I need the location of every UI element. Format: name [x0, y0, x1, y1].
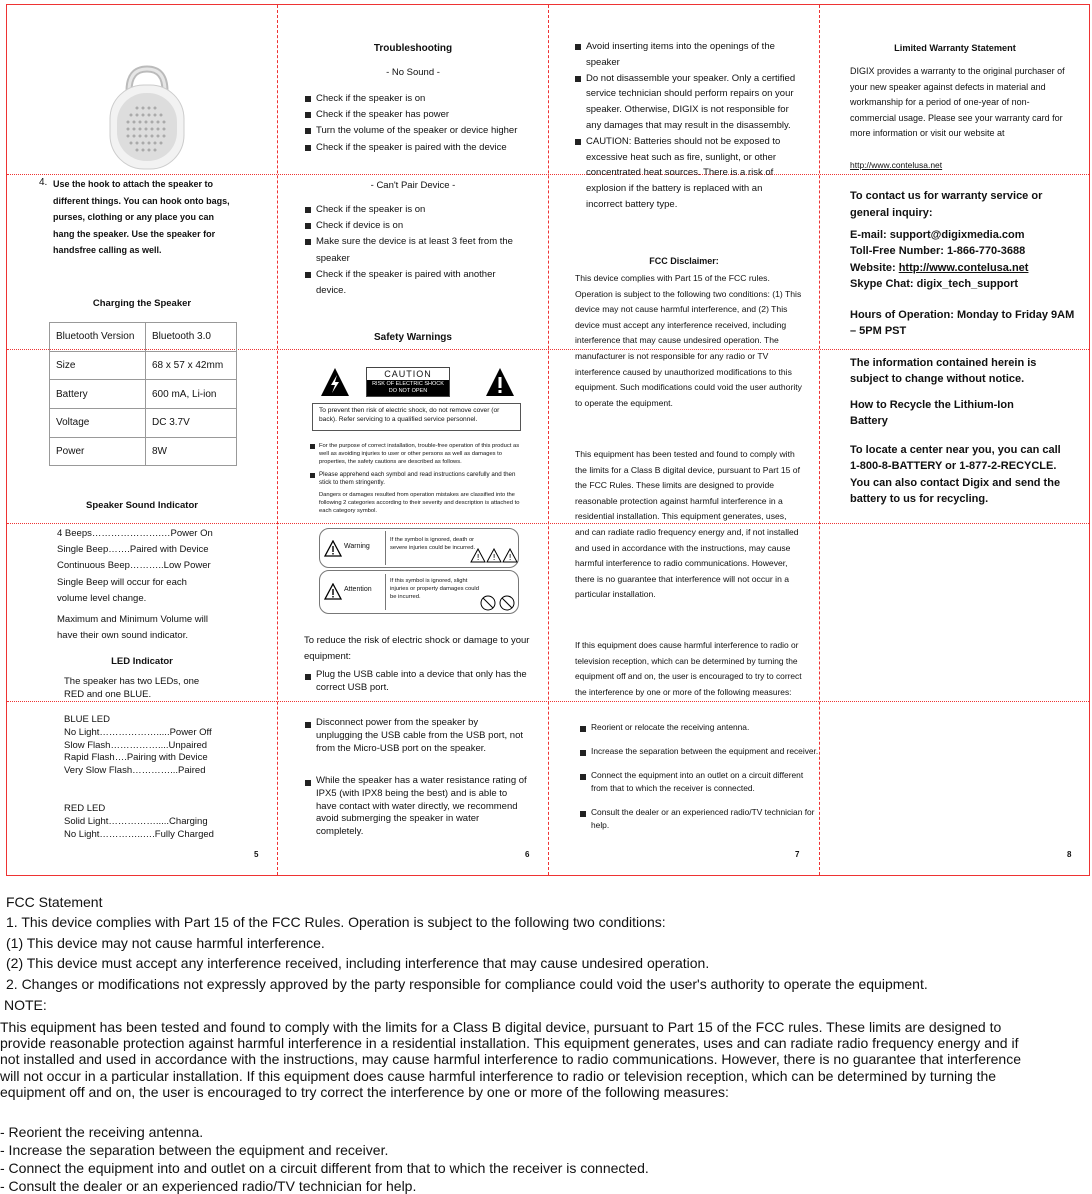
hook-text-line: different things. You can hook onto bags, [53, 195, 230, 206]
disconnect-list [305, 717, 527, 755]
page-number: 6 [525, 850, 530, 859]
recycle-text: To locate a center near you, you can call 1-800-8-BATTERY or 1-877-2-RECYCLE. You can also contact Digix and send the battery to us for recycling. [850, 444, 1061, 505]
list-item: Check if the speaker is paired with the device [305, 140, 545, 156]
list-item: Consult the dealer or an experienced radio/TV technician for help. [580, 806, 820, 832]
list-item: Turn the volume of the speaker or device higher [305, 123, 545, 139]
svg-text:!: ! [508, 553, 512, 562]
list-item: Check if the speaker is on [305, 202, 525, 218]
red-led-list [64, 803, 214, 841]
spec-value: 8W [146, 437, 237, 466]
no-sound-list [305, 91, 545, 156]
led-line: Rapid Flash….Pairing with Device [64, 752, 208, 764]
spec-label: Size [50, 351, 146, 380]
fold-line [548, 5, 549, 875]
warning-label: Warning [344, 543, 370, 550]
table-row [50, 323, 237, 352]
exclamation-warning-icon [485, 367, 515, 397]
usb-list [305, 669, 527, 695]
prohibition-icons [480, 595, 516, 612]
caution-sub: RISK OF ELECTRIC SHOCK DO NOT OPEN [367, 380, 449, 396]
hours-text: Hours of Operation: Monday to Friday 9AM – 5PM PST [850, 309, 1075, 338]
spec-value: Bluetooth 3.0 [146, 323, 237, 352]
hook-number: 4. [39, 177, 48, 188]
caution-list [575, 39, 800, 213]
bullet-icon [310, 473, 315, 478]
sound-line: Maximum and Minimum Volume will [57, 614, 208, 626]
blue-led-list [64, 714, 212, 778]
safety-note-text: Dangers or damages resulted from operation mistakes are classified into the following 2 categories according to their severity and description is attached to each category symbol. [319, 492, 520, 514]
page-number: 5 [254, 850, 259, 859]
list-item: Do not disassemble your speaker. Only a certified service technician should perform repairs on your speaker. Otherwise, DIGIX is not responsible for any damages that may result in the disassembly. [575, 71, 800, 134]
sound-line: Single Beep…….Paired with Device [57, 544, 209, 556]
cant-pair-list [305, 202, 525, 299]
recycle-title: How to Recycle the Lithium-Ion Battery [850, 399, 1014, 428]
spec-table [49, 322, 237, 466]
page-number: 8 [1067, 850, 1072, 859]
list-item: While the speaker has a water resistance rating of IPX5 (with IPX8 being the best) and is able to have contact with water directly, we recommend avoid submerging the speaker in water completely. [305, 775, 529, 839]
water-list [305, 775, 529, 839]
table-row [50, 409, 237, 438]
safety-notes [308, 442, 524, 515]
attention-label: Attention [344, 586, 372, 593]
spec-value: DC 3.7V [146, 409, 237, 438]
list-item: Make sure the device is at least 3 feet from the speaker [305, 234, 525, 266]
fcc-line: (2) This device must accept any interference received, including interference that may cause undesired operation. [6, 955, 710, 972]
note-text: This equipment has been tested and found to comply with the limits for a Class B digital device, pursuant to Part 15 of the FCC rules. These limits are designed to provide reasonable protection against harmful interference in a residential installation. This equipment generates, uses and can radiate radio frequency energy and if not installed and used in accordance with the instructions, may cause harmful interference to radio communications. However, there is no guarantee that interference will not occur in a particular installation. If this equipment does cause harmful interference to radio or television reception, which can be determined by turning the equipment off and on, the user is encouraged to try correct the interference by one or more of the following measures: [0, 1019, 1022, 1100]
skype-text: Skype Chat: digix_tech_support [850, 277, 1019, 290]
measures-list [580, 721, 820, 832]
list-item: Avoid inserting items into the openings of the speaker [575, 39, 800, 71]
manual-sheet [6, 4, 1090, 876]
sound-line: Single Beep will occur for each [57, 576, 187, 588]
hazard-icons [470, 548, 518, 564]
bullet-icon [310, 444, 315, 449]
sound-line: volume level change. [57, 592, 147, 604]
spec-label: Power [50, 437, 146, 466]
list-item: Check if the speaker is paired with another device. [305, 267, 525, 299]
hook-text-line: purses, clothing or any place you can [53, 212, 215, 223]
contact-title: To contact us for warranty service or general inquiry: [850, 190, 1043, 219]
website-line [850, 260, 1080, 276]
led-line: BLUE LED [64, 714, 110, 725]
safety-note [308, 471, 524, 487]
spec-value: 600 mA, Li-ion [146, 380, 237, 409]
divider [385, 531, 386, 565]
website-link[interactable]: http://www.contelusa.net [898, 261, 1029, 274]
speaker-image [107, 63, 187, 175]
led-intro [64, 676, 199, 702]
note-list [0, 1124, 649, 1194]
svg-text:!: ! [476, 553, 480, 562]
led-line: RED LED [64, 803, 106, 814]
sound-line: Continuous Beep………..Low Power [57, 560, 211, 572]
safety-note-text: Please apprehend each symbol and read instructions carefully and then stick to them stringently. [319, 471, 516, 486]
hook-text-line: handsfree calling as well. [53, 245, 162, 256]
fcc-statement-title: FCC Statement [6, 894, 103, 910]
warranty-title: Limited Warranty Statement [894, 43, 1016, 53]
safety-note-text: For the purpose of correct installation, trouble-free operation of this product as well as avoiding injuries to user or other persons as well as damages to properties, the safety cautions are described as follows. [319, 443, 520, 465]
divider [385, 574, 386, 610]
list-item: Disconnect power from the speaker by unplugging the USB cable from the USB port, not from the Micro-USB port on the speaker. [305, 717, 527, 755]
hook-text-line: Use the hook to attach the speaker to [53, 179, 214, 189]
warning-text: If the symbol is ignored, death or severe injuries could be incurred. [390, 537, 476, 551]
phone-text: Toll-Free Number: 1-866-770-3688 [850, 245, 1026, 258]
warranty-text: DIGIX provides a warranty to the original purchaser of your new speaker against defects in material and workmanship for a period of one-year of non-commercial usage. Please see your warranty card for more information or visit our website at [850, 66, 1065, 139]
spec-value: 68 x 57 x 42mm [146, 351, 237, 380]
note-item: - Connect the equipment into and outlet on a circuit different from that to which the receiver is connected. [0, 1160, 649, 1176]
note-item: - Reorient the receiving antenna. [0, 1124, 204, 1140]
list-item: Check if the speaker has power [305, 107, 545, 123]
note-item: - Increase the separation between the equipment and receiver. [0, 1142, 389, 1158]
spec-label: Battery [50, 380, 146, 409]
fcc-paragraph-1: This device complies with Part 15 of the FCC rules. Operation is subject to the following two conditions: (1) This device may not cause harmful interference, and (2) This device must accept any interference received, including interference that may cause undesired operation. The manufacturer is not responsible for any radio or TV interference caused by unauthorized modifications to this equipment. Such modifications could void the user authority to operate the equipment. [575, 273, 802, 408]
attention-triangle-icon [324, 583, 342, 600]
fcc-paragraph-3: If this equipment does cause harmful interference to radio or television reception, which can be determined by turning the equipment off and on, the user is encouraged to try to correct the interference by one or more of the following measures: [575, 640, 802, 697]
cant-pair-heading: - Can't Pair Device - [370, 180, 456, 191]
list-item: Check if device is on [305, 218, 525, 234]
led-intro-line: The speaker has two LEDs, one [64, 676, 200, 687]
spec-label: Bluetooth Version [50, 323, 146, 352]
attention-text: If this symbol is ignored, slight injuries or property damages could be incurred. [390, 578, 479, 600]
list-item: Check if the speaker is on [305, 91, 545, 107]
fcc-line: 1. This device complies with Part 15 of the FCC Rules. Operation is subject to the following two conditions: [6, 914, 666, 930]
notice-text: The information contained herein is subject to change without notice. [850, 357, 1037, 386]
led-line: No Light……………….....Power Off [64, 726, 212, 738]
sound-list [57, 526, 213, 644]
page-number: 7 [795, 850, 800, 859]
fcc-line: (1) This device may not cause harmful interference. [6, 934, 325, 951]
safety-title: Safety Warnings [374, 332, 452, 343]
list-item: Reorient or relocate the receiving antenna. [580, 721, 820, 734]
warning-triangle-icon [324, 540, 342, 557]
list-item: Increase the separation between the equipment and receiver. [580, 745, 820, 758]
led-line: Solid Light…………….....Charging [64, 815, 208, 827]
attention-row [319, 570, 519, 614]
led-line: Slow Flash……………....Unpaired [64, 739, 208, 751]
sound-line: 4 Beeps………………….…Power On [57, 528, 213, 539]
sound-line: have their own sound indicator. [57, 630, 188, 642]
led-line: No Light…………..….Fully Charged [64, 828, 214, 840]
fcc-statement-list [6, 912, 928, 995]
website-label: Website: [850, 261, 899, 274]
svg-text:!: ! [492, 553, 496, 562]
table-row [50, 380, 237, 409]
safety-note [308, 442, 524, 466]
fcc-disclaimer-title: FCC Disclaimer: [649, 256, 719, 266]
led-title: LED Indicator [111, 656, 173, 667]
table-row [50, 437, 237, 466]
hook-text [53, 176, 230, 259]
fold-line [277, 5, 278, 875]
led-line: Very Slow Flash…………...Paired [64, 765, 206, 777]
charging-title: Charging the Speaker [92, 298, 192, 309]
troubleshooting-title: Troubleshooting [373, 43, 453, 54]
sound-title: Speaker Sound Indicator [86, 500, 198, 511]
fold-line [7, 523, 1089, 524]
list-item: Plug the USB cable into a device that only has the correct USB port. [305, 669, 527, 695]
fcc-paragraph-2: This equipment has been tested and found to comply with the limits for a Class B digital device, pursuant to Part 15 of the FCC Rules. These limits are designed to provide reasonable protection against harmful interference in a residential installation. This equipment generates, uses, and can radiate radio frequency energy and, if not installed and used in accordance with the instructions, may cause harmful interference to radio communications. However, there is no guarantee that interference will not occur in a particular installation. [575, 449, 800, 600]
caution-label: CAUTION [384, 369, 432, 379]
contact-details [850, 227, 1080, 292]
warning-row [319, 528, 519, 568]
reduce-risk-text: To reduce the risk of electric shock or damage to your equipment: [304, 635, 530, 662]
list-item: Connect the equipment into an outlet on a circuit different from that to which the receiver is connected. [580, 769, 820, 795]
warranty-link[interactable]: http://www.contelusa.net [850, 160, 943, 170]
caution-text: To prevent then risk of electric shock, do not remove cover (or back). Refer servicing to a qualified service personnel. [312, 403, 521, 431]
table-row [50, 351, 237, 380]
no-sound-heading: - No Sound - [386, 67, 440, 78]
list-item: CAUTION: Batteries should not be exposed to excessive heat such as fire, sunlight, or other concentrated heat sources. There is a risk of explosion if the battery is replaced with an incorrect battery type. [575, 134, 800, 213]
note-label: NOTE: [4, 997, 47, 1013]
note-item: - Consult the dealer or an experienced radio/TV technician for help. [0, 1178, 417, 1194]
fcc-line: 2. Changes or modifications not expressly approved by the party responsible for compliance could void the user's authority to operate the equipment. [6, 976, 928, 993]
electric-shock-icon [320, 367, 350, 397]
led-intro-line: RED and one BLUE. [64, 688, 152, 700]
caution-label-box [366, 367, 450, 397]
spec-label: Voltage [50, 409, 146, 438]
email-text: E-mail: support@digixmedia.com [850, 229, 1025, 241]
hook-text-line: hang the speaker. Use the speaker for [53, 228, 216, 239]
